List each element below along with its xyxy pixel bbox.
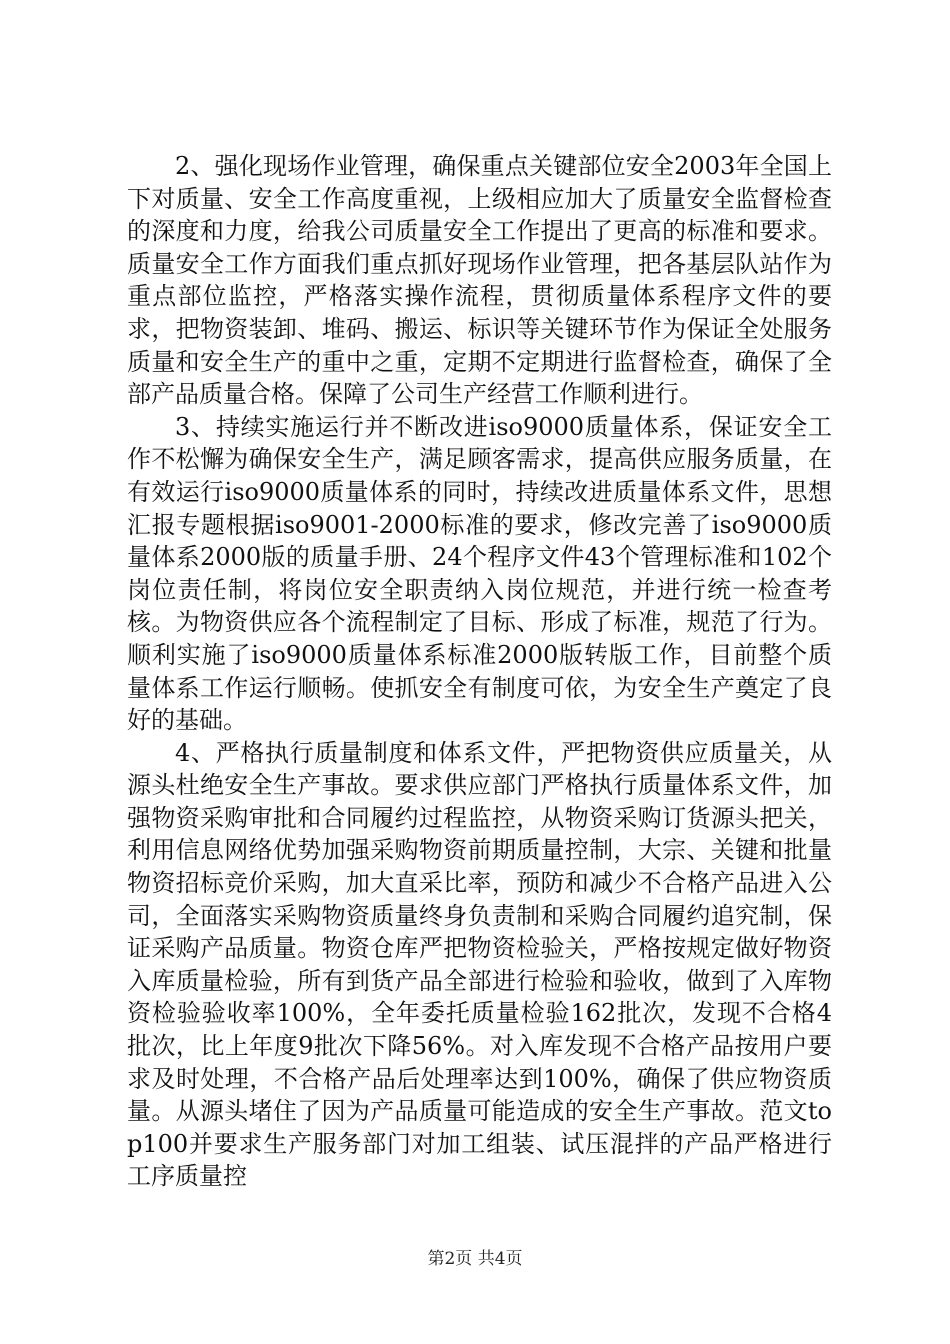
paragraph-3: 3、持续实施运行并不断改进iso9000质量体系，保证安全工作不松懈为确保安全生产，满足顾客需求，提高供应服务质量，在有效运行iso9000质量体系的同时，持续改进质量体系文件，思想汇报专题根据iso9001-2000标准的要求，修改完善了iso9000质量体系2000版的质量手册、24个程序文件43个管理标准和102个岗位责任制，将岗位安全职责纳入岗位规范，并进行统一检查考核。为物资供应各个流程制定了目标、形成了标准，规范了行为。顺利实施了iso9000质量体系标准2000版转版工作，目前整个质量体系工作运行顺畅。使抓安全有制度可依，为安全生产奠定了良好的基础。 [127,412,832,735]
page-number-footer: 第2页 共4页 [427,1249,523,1269]
paragraph-4: 4、严格执行质量制度和体系文件，严把物资供应质量关，从源头杜绝安全生产事故。要求供应部门严格执行质量体系文件，加强物资采购审批和合同履约过程监控，从物资采购订货源头把关，利用信息网络优势加强采购物资前期质量控制，大宗、关键和批量物资招标竞价采购，加大直采比率，预防和减少不合格产品进入公司，全面落实采购物资质量终身负责制和采购合同履约追究制，保证采购产品质量。物资仓库严把物资检验关，严格按规定做好物资入库质量检验，所有到货产品全部进行检验和验收，做到了入库物资检验验收率100%，全年委托质量检验162批次，发现不合格4批次，比上年度9批次下降56%。对入库发现不合格产品按用户要求及时处理，不合格产品后处理率达到100%，确保了供应物资质量。从源头堵住了因为产品质量可能造成的安全生产事故。范文top100并要求生产服务部门对加工组装、试压混拌的产品严格进行工序质量控 [127,738,832,1191]
document-body [127,150,832,1193]
paragraph-2: 2、强化现场作业管理，确保重点关键部位安全2003年全国上下对质量、安全工作高度重视，上级相应加大了质量安全监督检查的深度和力度，给我公司质量安全工作提出了更高的标准和要求。质量安全工作方面我们重点抓好现场作业管理，把各基层队站作为重点部位监控，严格落实操作流程，贯彻质量体系程序文件的要求，把物资装卸、堆码、搬运、标识等关键环节作为保证全处服务质量和安全生产的重中之重，定期不定期进行监督检查，确保了全部产品质量合格。保障了公司生产经营工作顺利进行。 [127,152,832,409]
